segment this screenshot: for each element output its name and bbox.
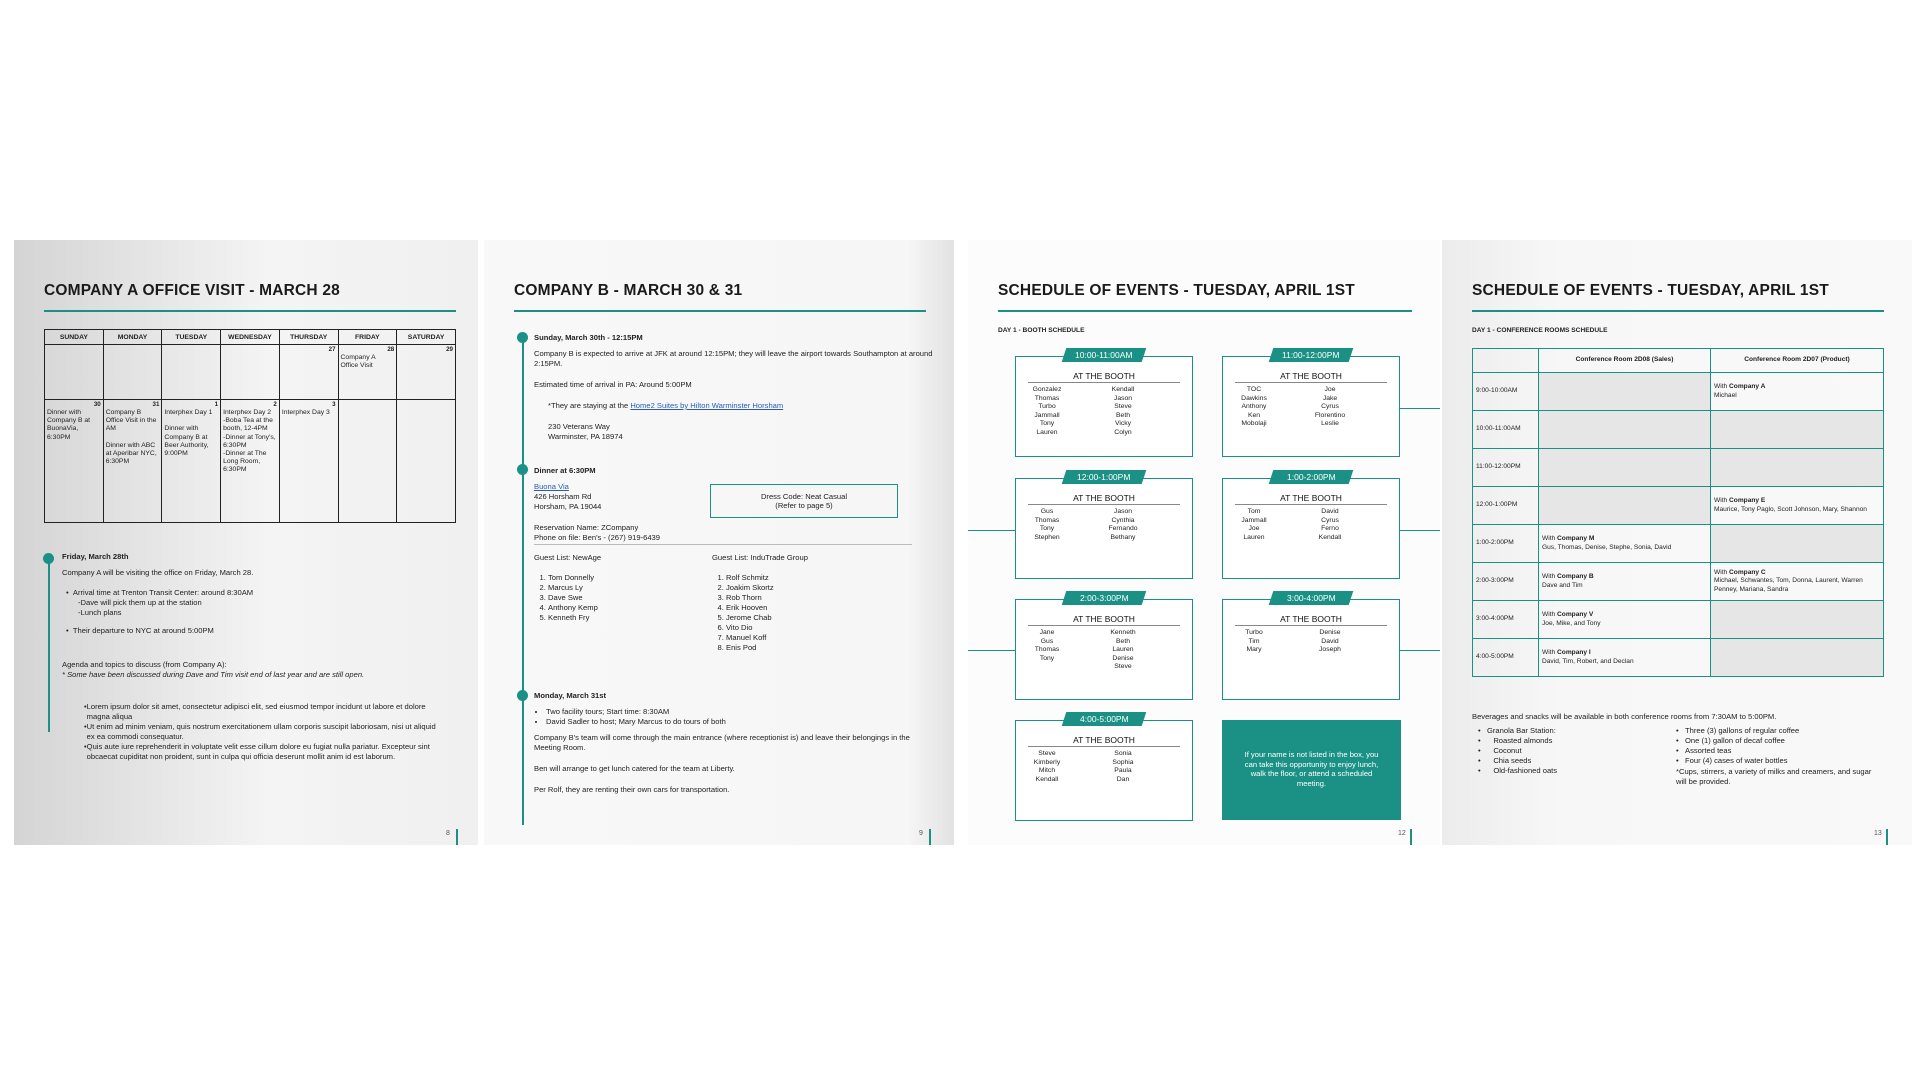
page-number: 9	[919, 830, 923, 837]
booth-slot	[1015, 472, 1193, 579]
slot-time: 12:00-1:00PM	[1062, 470, 1147, 484]
slot-names: TOC Dawkins Anthony Ken Mobolaji Joe Jake Cyrus Florentino Leslie	[1241, 386, 1346, 428]
event-intro: Company A will be visiting the office on Friday, March 28.	[62, 568, 254, 577]
slot-names: Tom Jammall Joe Lauren David Cyrus Ferno Kendall	[1241, 508, 1342, 541]
title-rule	[514, 310, 926, 312]
booth-slot	[1222, 593, 1400, 700]
calendar-day-header: SATURDAY	[397, 330, 456, 345]
event-bullets	[66, 588, 456, 636]
guest-list-a	[534, 553, 601, 623]
table-row: 2:00-3:00PM With Company B Dave and Tim With Company C Michael, Schwantes, Tom, Donna, Laurent, Warren Penney, Mariana, Sandra	[1473, 563, 1884, 601]
table-row: 11:00-12:00PM	[1473, 449, 1884, 487]
table-row: 9:00-10:00AM With Company A Michael	[1473, 373, 1884, 411]
slot-label: AT THE BOOTH	[1280, 614, 1342, 624]
agenda-item: • Quis aute iure reprehenderit in voluptate velit esse cillum dolore eu fugiat nulla pariatur. Excepteur sint obcaecat cupiditat non proident, sunt in culpa qui officia deserunt mollit anim id est laborum.	[84, 742, 430, 761]
event-title: Friday, March 28th	[62, 552, 129, 561]
table-row: 4:00-5:00PM With Company I David, Tim, Robert, and Declan	[1473, 639, 1884, 677]
page-booth-schedule	[968, 240, 1440, 845]
beverage-text: Beverages and snacks will be available in both conference rooms from 7:30AM to 5:00PM.	[1472, 712, 1777, 721]
page-title: COMPANY B - MARCH 30 & 31	[514, 282, 743, 299]
guest-list: 1. Rolf Schmitz 2. Joakim Skortz 3. Rob Thorn 4. Erik Hooven 5. Jerome Chab 6. Vito Dio 7. Manuel Koff 8. Enis Pod	[712, 573, 808, 653]
calendar-date: 29	[446, 346, 453, 353]
guest-list-title: Guest List: InduTrade Group	[712, 553, 808, 562]
table-header: Conference Room 2D07 (Product)	[1711, 349, 1884, 373]
section-title: Monday, March 31st	[534, 691, 607, 700]
section-title: Dinner at 6:30PM	[534, 466, 596, 475]
slot-names: Gus Thomas Tony Stephen Jason Cynthia Fernando Bethany	[1034, 508, 1138, 541]
calendar-date: 1	[214, 401, 219, 408]
slot-names: Turbo Tim Mary Denise David Joseph	[1245, 629, 1341, 654]
agenda-list	[84, 702, 444, 762]
calendar-date: 2	[273, 401, 277, 408]
agenda-item: • Ut enim ad minim veniam, quis nostrum exercitationem ullam corporis suscipit laboriosam, nisi ut aliquid ex ea commodi consequatur.	[84, 722, 436, 741]
calendar-date: 3	[332, 401, 336, 408]
drinks-list: • Three (3) gallons of regular coffee • One (1) gallon of decaf coffee • Assorted teas • Four (4) cases of water bottles *Cups, stirrers, a variety of milks and creamers, and sugar will be provided.	[1676, 726, 1872, 786]
calendar-cell	[221, 400, 280, 523]
timeline-line	[48, 560, 50, 732]
dress-code-box: Dress Code: Neat Casual (Refer to page 5)	[710, 484, 898, 518]
section-subtitle: DAY 1 - CONFERENCE ROOMS SCHEDULE	[1472, 327, 1608, 334]
timeline-line	[522, 335, 524, 825]
calendar-cell	[397, 400, 456, 523]
slot-label: AT THE BOOTH	[1073, 735, 1135, 745]
guest-list-title: Guest List: NewAge	[534, 553, 602, 562]
bullet-item: -Dave will pick them up at the station	[78, 598, 202, 607]
calendar-day-header: THURSDAY	[279, 330, 338, 345]
calendar-date: 28	[387, 346, 395, 353]
page-number-bar	[1886, 829, 1888, 845]
slot-time: 10:00-11:00AM	[1062, 348, 1147, 362]
page-number-bar	[929, 829, 931, 845]
timeline-dot	[517, 464, 528, 475]
slot-label: AT THE BOOTH	[1073, 614, 1135, 624]
page-number-bar	[1410, 829, 1412, 845]
calendar-cell	[397, 345, 456, 400]
table-row: 3:00-4:00PM With Company V Joe, Mike, and Tony	[1473, 601, 1884, 639]
bullet-item: • Arrival time at Trenton Transit Center: around 8:30AM	[66, 588, 254, 597]
bullet-item: • Their departure to NYC at around 5:00PM	[66, 626, 214, 635]
calendar-event: Company B Office Visit in the AM Dinner with ABC at Aperibar NYC, 6:30PM	[105, 409, 157, 466]
calendar-event: Dinner with Company B at BuonaVia, 6:30PM	[47, 409, 91, 441]
guest-list: 1. Tom Donnelly 2. Marcus Ly 3. Dave Swe 4. Anthony Kemp 5. Kenneth Fry	[534, 573, 601, 623]
booth-slot	[1015, 714, 1193, 821]
calendar-cell	[103, 400, 162, 523]
restaurant-info: Buona Via 426 Horsham Rd Horsham, PA 19044 Reservation Name: ZCompany Phone on file: Ben's - (267) 919-6439	[534, 482, 660, 542]
slot-time: 3:00-4:00PM	[1269, 591, 1354, 605]
monday-bullets: • Two facility tours; Start time: 8:30AM • David Sadler to host; Mary Marcus to do tours of both	[534, 707, 929, 727]
calendar-cell	[338, 400, 397, 523]
calendar-date: 27	[328, 346, 336, 353]
calendar-cell	[45, 345, 104, 400]
calendar-cell	[45, 400, 104, 523]
calendar-date: 30	[93, 401, 101, 408]
slot-label: AT THE BOOTH	[1073, 371, 1135, 381]
slot-label: AT THE BOOTH	[1280, 371, 1342, 381]
calendar-day-header: FRIDAY	[338, 330, 397, 345]
granola-list: • Granola Bar Station: • Roasted almonds • Coconut • Chia seeds • Old-fashioned oats	[1478, 726, 1558, 775]
page-title: SCHEDULE OF EVENTS - TUESDAY, APRIL 1ST	[998, 282, 1355, 299]
calendar-cell	[103, 345, 162, 400]
calendar-date: 31	[152, 401, 160, 408]
timeline-dot	[517, 690, 528, 701]
calendar-day-header: WEDNESDAY	[221, 330, 280, 345]
booth-slot	[1222, 350, 1400, 457]
connector	[968, 530, 1018, 531]
page-title: SCHEDULE OF EVENTS - TUESDAY, APRIL 1ST	[1472, 282, 1829, 299]
hotel-link[interactable]: Home2 Suites by Hilton Warminster Horsham	[630, 401, 784, 410]
slot-time: 1:00-2:00PM	[1269, 470, 1354, 484]
slot-names: Steve Kimberly Mitch Kendall Sonia Sophia Paula Dan	[1033, 750, 1134, 783]
guest-list-b	[712, 553, 808, 653]
title-rule	[1472, 310, 1884, 312]
arrival-text: Company B is expected to arrive at JFK at around 12:15PM; they will leave the airport towards Southampton at around 2:15PM.	[534, 349, 933, 368]
table-row: 1:00-2:00PM With Company M Gus, Thomas, Denise, Stephe, Sonia, David	[1473, 525, 1884, 563]
bullet-item: -Lunch plans	[78, 608, 122, 617]
calendar-day-header: SUNDAY	[45, 330, 104, 345]
booth-slot	[1222, 472, 1400, 579]
slot-label: AT THE BOOTH	[1073, 493, 1135, 503]
slot-time: 2:00-3:00PM	[1062, 591, 1147, 605]
booth-slot	[1015, 350, 1193, 457]
calendar-day-header: TUESDAY	[162, 330, 221, 345]
slot-time: 11:00-12:00PM	[1269, 348, 1354, 362]
calendar-cell	[279, 345, 338, 400]
note-box: If your name is not listed in the box, you can take this opportunity to enjoy lunch, walk the floor, or attend a scheduled meeting.	[1222, 720, 1401, 820]
section-subtitle: DAY 1 - BOOTH SCHEDULE	[998, 327, 1085, 334]
page-title: COMPANY A OFFICE VISIT - MARCH 28	[44, 282, 340, 299]
calendar-cell	[221, 345, 280, 400]
page-conference-schedule	[1442, 240, 1912, 845]
slot-label: AT THE BOOTH	[1280, 493, 1342, 503]
page-number: 13	[1874, 830, 1882, 837]
agenda-note: * Some have been discussed during Dave and Tim visit end of last year and are still open.	[62, 670, 365, 679]
page-company-b	[484, 240, 954, 845]
title-rule	[44, 310, 456, 312]
page-number-bar	[456, 829, 458, 845]
slot-time: 4:00-5:00PM	[1062, 712, 1147, 726]
page-number: 8	[446, 830, 450, 837]
page-company-a	[14, 240, 478, 845]
table-header: Conference Room 2D08 (Sales)	[1539, 349, 1711, 373]
conference-table	[1472, 348, 1884, 677]
calendar-event: Company A Office Visit	[340, 354, 376, 370]
agenda-item: • Lorem ipsum dolor sit amet, consectetur adipisci elit, sed eiusmod tempor incidunt ut labore et dolore magna aliqua	[84, 702, 426, 721]
slot-names: Gonzalez Thomas Turbo Jammall Tony Lauren Kendall Jason Steve Beth Vicky Colyn	[1032, 386, 1135, 436]
restaurant-link[interactable]: Buona Via	[534, 482, 569, 491]
booth-slot	[1015, 593, 1193, 700]
divider	[534, 544, 912, 545]
table-row: 12:00-1:00PM With Company E Maurice, Tony Paglo, Scott Johnson, Mary, Shannon	[1473, 487, 1884, 525]
section-title: Sunday, March 30th - 12:15PM	[534, 333, 643, 342]
title-rule	[998, 310, 1412, 312]
slot-names: Jane Gus Thomas Tony Kenneth Beth Lauren Denise Steve	[1034, 629, 1136, 671]
monday-details: • Two facility tours; Start time: 8:30AM • David Sadler to host; Mary Marcus to do tours of both Company B's team will come through the main entrance (where receptionist is) and leave their belongings in the Meeting Room. Ben will arrange to get lunch catered for the team at Liberty. Per Rolf, they are renting their own cars for transportation.	[534, 707, 929, 795]
table-row: 10:00-11:00AM	[1473, 411, 1884, 449]
calendar-day-header: MONDAY	[103, 330, 162, 345]
calendar-event: Interphex Day 3	[281, 409, 330, 416]
calendar-cell	[162, 400, 221, 523]
calendar-cell	[162, 345, 221, 400]
table-header	[1473, 349, 1539, 373]
page-number: 12	[1398, 830, 1406, 837]
calendar-cell	[279, 400, 338, 523]
hotel-address: 230 Veterans Way Warminster, PA 18974	[548, 422, 623, 441]
agenda-title: Agenda and topics to discuss (from Company A):	[62, 660, 227, 669]
calendar-event: Interphex Day 2 -Boba Tea at the booth, 12-4PM -Dinner at Tony's, 6:30PM -Dinner at The Long Room, 6:30PM	[223, 409, 276, 474]
calendar-event: Interphex Day 1 Dinner with Company B at Beer Authority, 9:00PM	[164, 409, 213, 458]
calendar-cell	[338, 345, 397, 400]
connector	[968, 650, 1018, 651]
hotel-text: *They are staying at the Home2 Suites by Hilton Warminster Horsham	[548, 401, 784, 410]
calendar	[44, 329, 456, 523]
timeline-dot	[517, 332, 528, 343]
eta-text: Estimated time of arrival in PA: Around 5:00PM	[534, 380, 692, 389]
